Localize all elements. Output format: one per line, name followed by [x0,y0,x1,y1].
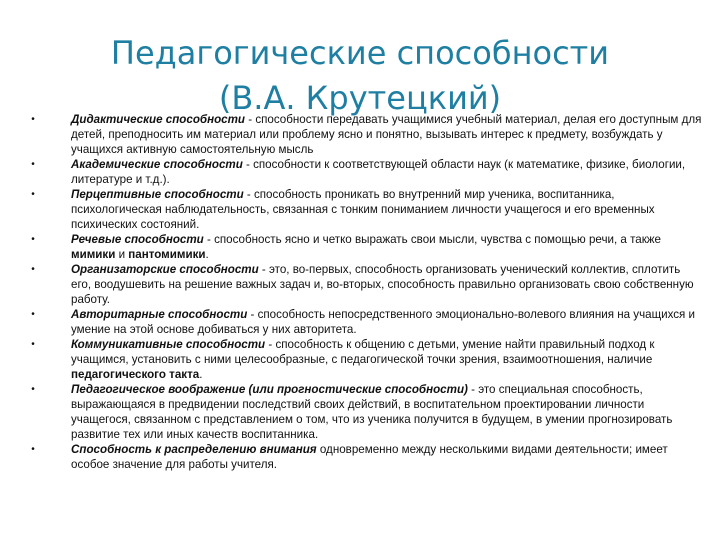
item-text: . [205,248,209,261]
bullet-icon: • [31,264,35,275]
abilities-list [28,112,702,472]
list-item-imagination [28,382,702,442]
list-item-authoritarian [28,307,702,337]
list-item-didactic [28,112,702,157]
item-text: - это специальная способность, выражающаяся в предвидении последствий своих действий, в воспитательном проектировании личности учащегося, связанном с представлением о том, что из ученика получится в будущем, в умении прогнозировать развитие тех или иных качеств воспитанника. [71,383,673,441]
title-line-2: (В.А. Крутецкий) [218,79,502,118]
list-item-attention [28,442,702,472]
item-text: - способность ясно и четко выражать свои мысли, чувства с помощью речи, а также [203,233,661,246]
list-item-organizational [28,262,702,307]
item-bold-mimicry: мимики [71,248,116,261]
item-term: Способность к распределению внимания [71,443,317,456]
item-text: - способность к общению с детьми, умение найти правильный подход к учащимся, установить с ними целесообразные, с педагогической точки зрения, взаимоотношения, наличие [71,338,655,366]
item-text: - способность непосредственного эмоционально-волевого влияния на учащихся и умение на этой основе добиваться у них авторитета. [71,308,696,336]
item-term: Педагогическое воображение (или прогностические способности) [71,383,468,396]
item-text: - это, во-первых, способность организовать ученический коллектив, сплотить его, воодушевить на решение важных задач и, во-вторых, способность правильно организовать свою собственную работу. [71,263,694,306]
item-term: Коммуникативные способности [71,338,266,351]
item-term: Организаторские способности [71,263,259,276]
title-line-1: Педагогические способности [110,34,610,73]
item-text: - способности передавать учащимися учебный материал, делая его доступным для детей, преподносить им материал или проблему ясно и понятно, вызывать интерес к предмету, возбуждать у учащихся активную самостоятельную мысль [71,113,702,156]
item-term: Дидактические способности [71,113,246,126]
list-item-speech [28,232,702,262]
slide-title [0,31,720,121]
item-text: - способности к соответствующей области наук (к математике, физике, биологии, литературе и т.д.). [71,158,686,186]
item-text: и [115,248,129,261]
bullet-icon: • [31,234,35,245]
bullet-icon: • [31,384,35,395]
bullet-icon: • [31,159,35,170]
list-item-communicative [28,337,702,382]
item-term: Авторитарные способности [71,308,248,321]
item-text: - способность проникать во внутренний мир ученика, воспитанника, психологическая наблюдательность, связанная с тонким пониманием личности учащегося и его временных психических состояний. [71,188,655,231]
item-term: Речевые способности [71,233,204,246]
bullet-icon: • [31,189,35,200]
bullet-icon: • [31,444,35,455]
list-item-perceptive [28,187,702,232]
item-text: . [199,368,203,381]
bullet-icon: • [31,309,35,320]
item-term: Перцептивные способности [71,188,244,201]
item-bold-pantomimicry: пантомимики [128,248,206,261]
bullet-icon: • [31,114,35,125]
item-text: одновременно между несколькими видами деятельности; имеет особое значение для работы учителя. [71,443,668,471]
bullet-icon: • [31,339,35,350]
item-bold-pedagogical-tact: педагогического такта [71,368,200,381]
list-item-academic [28,157,702,187]
item-term: Академические способности [71,158,243,171]
